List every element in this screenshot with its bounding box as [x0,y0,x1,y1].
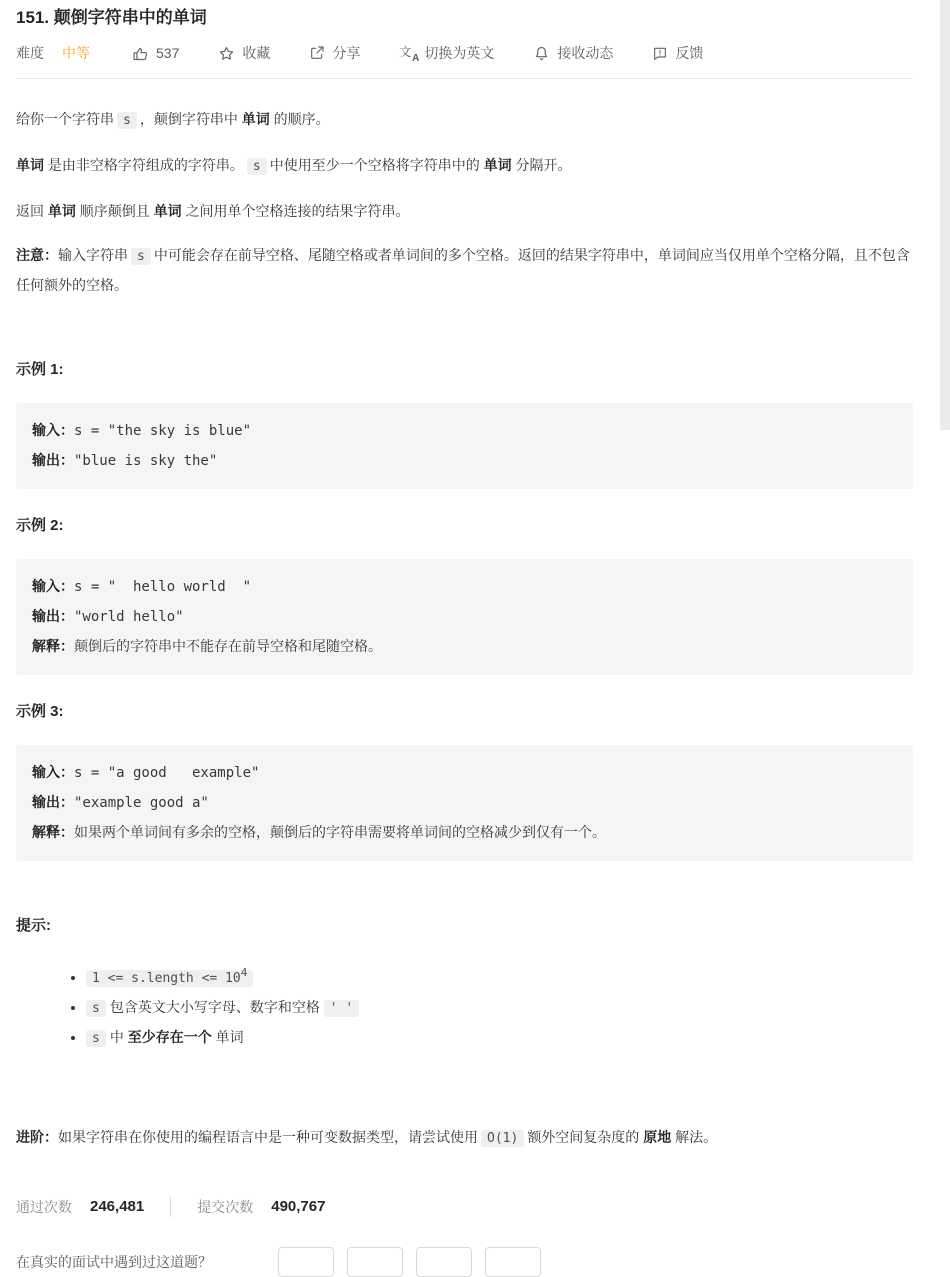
share-icon [309,45,325,61]
switch-language-button[interactable] [399,43,494,63]
like-button[interactable] [132,45,179,62]
inline-code-s: s [86,1000,106,1017]
hints-heading: 提示: [16,917,51,934]
submitted-label: 提交次数 [197,1199,254,1216]
example-3-block: 输入：s = "a good example" 输出："example good a" 解释：如果两个单词间有多余的空格，颠倒后的字符串需要将单词间的空格减少到仅有一个。 [16,745,913,861]
problem-description [16,105,913,1277]
stats-divider [170,1197,171,1217]
star-icon [218,45,235,62]
feedback-icon [652,45,668,61]
inline-code-o1: O(1) [481,1130,524,1147]
hint-item [86,959,913,993]
space-char-code: ' ' [324,1000,359,1017]
subscribe-label: 接收动态 [557,45,614,61]
header-divider [16,78,913,79]
accepted-count: 246,481 [90,1198,145,1216]
hint-item: • s 包含英文大小写字母、数字和空格 ' ' [86,993,913,1023]
difficulty-badge: 中等 [62,45,90,61]
accepted-label: 通过次数 [16,1199,72,1216]
footer-option-chip[interactable] [485,1247,541,1277]
difficulty-label: 难度 [16,45,44,61]
example-3-heading: 示例 3: [16,703,64,720]
inline-code-s: s [117,112,137,129]
difficulty [16,43,90,63]
hint-item: • s 中 至少存在一个 单词 [86,1023,913,1053]
interview-question-row [16,1247,913,1277]
submitted-count: 490,767 [271,1198,326,1216]
feedback-label: 反馈 [675,45,704,61]
hints-list [16,959,913,1053]
footer-option-chip[interactable] [416,1247,472,1277]
toolbar [16,43,913,63]
description-paragraph: 给你一个字符串 s ，颠倒字符串中 单词 的顺序。 [16,111,330,128]
example-1-block: 输入：s = "the sky is blue" 输出："blue is sky the" [16,403,913,489]
description-paragraph: 返回 单词 顺序颠倒且 单词 之间用单个空格连接的结果字符串。 [16,203,410,219]
inline-code-s: s [86,1030,106,1047]
subscribe-button[interactable] [533,43,613,63]
stats-row [16,1193,913,1221]
example-2-block: 输入：s = " hello world " 输出："world hello" 解释：颠倒后的字符串中不能存在前导空格和尾随空格。 [16,559,913,675]
scrollbar-thumb[interactable] [940,0,950,430]
inline-code-s: s [247,158,267,175]
share-button[interactable] [309,43,360,63]
advanced-paragraph: 进阶：如果字符串在你使用的编程语言中是一种可变数据类型，请尝试使用 O(1) 额外空间复杂度的 原地 解法。 [16,1129,718,1147]
favorite-button[interactable] [218,43,270,63]
footer-option-chip[interactable] [278,1247,334,1277]
constraint-code: 1 <= s.length <= $10^4$ [86,970,253,987]
page-title: 151. 颠倒字符串中的单词 [16,8,207,27]
bell-icon [533,45,550,62]
footer-option-chip[interactable] [347,1247,403,1277]
favorite-label: 收藏 [242,45,271,61]
like-count: 537 [156,45,180,61]
description-paragraph: 单词 是由非空格字符组成的字符串。 s 中使用至少一个空格将字符串中的 单词 分隔开。 [16,157,572,174]
note-paragraph: 注意：输入字符串 s 中可能会存在前导空格、尾随空格或者单词间的多个空格。返回的结果字符串中，单词间应当仅用单个空格分隔，且不包含任何额外的空格。 [16,247,910,293]
example-1-heading: 示例 1: [16,361,64,378]
example-2-heading: 示例 2: [16,517,64,534]
inline-code-s: s [131,248,151,265]
thumbs-up-icon [132,45,149,62]
switch-language-label: 切换为英文 [424,45,495,61]
interview-question-text: 在真实的面试中遇到过这道题？ [16,1254,212,1271]
share-label: 分享 [332,45,361,61]
feedback-button[interactable] [652,43,703,63]
translate-icon: 文 A [399,45,420,64]
